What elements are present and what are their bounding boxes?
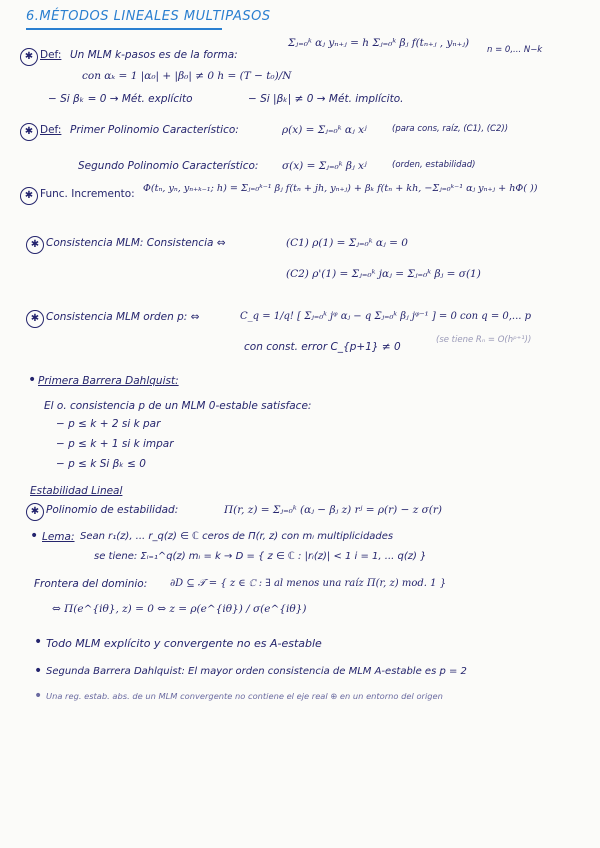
- func-formula: Φ(tₙ, yₙ, yₙ₊ₖ₋₁; h) = Σⱼ₌₀ᵏ⁻¹ βⱼ f(tₙ + jh, yₙ₊ⱼ) + βₖ f(tₙ + kh, −Σⱼ₌₀ᵏ⁻¹ αⱼ yₙ₊ⱼ + hΦ( )): [143, 183, 538, 194]
- star-circle-icon: ✱: [26, 310, 44, 328]
- frontera-formula: ∂D ⊆ 𝒯 = { z ∈ ℂ : ∃ al menos una raíz Π(r, z) mod. 1 }: [170, 578, 447, 589]
- title-underline: [26, 28, 222, 30]
- last-note: Una reg. estab. abs. de un MLM convergente no contiene el eje real ⊕ en un entorno del origen: [46, 691, 443, 701]
- frontera-text: Frontera del dominio:: [34, 578, 148, 590]
- poly1-text: Primer Polinomio Característico:: [70, 124, 239, 136]
- explicit-line: − Si βₖ = 0 → Mét. explícito: [48, 93, 193, 105]
- bullet-dot-icon: •: [30, 528, 39, 544]
- implicit-line: − Si |βₖ| ≠ 0 → Mét. implícito.: [248, 93, 404, 105]
- star-circle-icon: ✱: [20, 48, 38, 66]
- cons-c2: (C2) ρ'(1) = Σⱼ₌₀ᵏ jαⱼ = Σⱼ₌₀ᵏ βⱼ = σ(1): [286, 268, 481, 280]
- estab-formula: Π(r, z) = Σⱼ₌₀ᵏ (αⱼ − βⱼ z) rʲ = ρ(r) − z σ(r): [224, 504, 442, 516]
- frontera-formula2: ⇔ Π(e^{iθ}, z) = 0 ⇔ z = ρ(e^{iθ}) / σ(e^{iθ}): [52, 603, 307, 615]
- def1-text: Un MLM k-pasos es de la forma:: [70, 49, 238, 61]
- cons-c1: (C1) ρ(1) = Σⱼ₌₀ᵏ αⱼ = 0: [286, 237, 408, 249]
- poly2-formula: σ(x) = Σⱼ₌₀ᵏ βⱼ xʲ: [282, 160, 367, 172]
- poly1-label: Def:: [40, 124, 62, 136]
- bullet-dot-icon: •: [34, 663, 43, 679]
- order-note: (se tiene Rₙ = O(hᵖ⁺¹)): [436, 335, 532, 345]
- star-circle-icon: ✱: [26, 503, 44, 521]
- poly2-note: (orden, estabilidad): [392, 160, 476, 170]
- explicit-claim: Todo MLM explícito y convergente no es A-estable: [46, 637, 322, 650]
- bullet-dot-icon: •: [34, 688, 43, 704]
- estab-title: Estabilidad Lineal: [30, 485, 123, 497]
- star-circle-icon: ✱: [26, 236, 44, 254]
- dahl2-text: Segunda Barrera Dahlquist: El mayor orden consistencia de MLM A-estable es p = 2: [46, 666, 467, 677]
- poly1-formula: ρ(x) = Σⱼ₌₀ᵏ αⱼ xʲ: [282, 124, 367, 136]
- poly2-text: Segundo Polinomio Característico:: [78, 160, 259, 172]
- bullet-dot-icon: •: [34, 634, 43, 650]
- dahl1-c: − p ≤ k Si βₖ ≤ 0: [56, 458, 146, 470]
- dahl1-text: El o. consistencia p de un MLM 0-estable satisface:: [44, 400, 312, 412]
- func-text: Func. Incremento:: [40, 188, 135, 200]
- lema-label: Lema:: [42, 531, 75, 543]
- lema-text: Sean r₁(z), ... r_q(z) ∈ ℂ ceros de Π(r, z) con mᵢ multiplicidades: [80, 531, 394, 542]
- order-const: con const. error C_{p+1} ≠ 0: [244, 341, 401, 353]
- lema-text2: se tiene: Σᵢ₌₁^q(z) mᵢ = k → D = { z ∈ ℂ : |rᵢ(z)| < 1 i = 1, ... q(z) }: [94, 551, 427, 562]
- dahl1-a: − p ≤ k + 2 si k par: [56, 418, 161, 430]
- page-title: 6.MÉTODOS LINEALES MULTIPASOS: [26, 9, 271, 24]
- def1-formula: Σⱼ₌₀ᵏ αⱼ yₙ₊ⱼ = h Σⱼ₌₀ᵏ βⱼ f(tₙ₊ⱼ , yₙ₊ⱼ): [288, 37, 470, 49]
- star-circle-icon: ✱: [20, 187, 38, 205]
- bullet-dot-icon: •: [28, 372, 37, 388]
- def1-range: n = 0,... N−k: [487, 45, 543, 55]
- order-text: Consistencia MLM orden p: ⇔: [46, 311, 200, 323]
- dahl1-b: − p ≤ k + 1 si k impar: [56, 438, 174, 450]
- estab-poly: Polinomio de estabilidad:: [46, 504, 179, 516]
- cons-text: Consistencia MLM: Consistencia ⇔: [46, 237, 226, 249]
- dahl1-title: Primera Barrera Dahlquist:: [38, 375, 179, 387]
- con-line: con αₖ = 1 |α₀| + |β₀| ≠ 0 h = (T − t₀)/N: [82, 70, 292, 82]
- poly1-note: (para cons, raíz, (C1), (C2)): [392, 124, 509, 134]
- def-label: Def:: [40, 49, 62, 61]
- star-circle-icon: ✱: [20, 123, 38, 141]
- order-formula: C_q = 1/q! [ Σⱼ₌₀ᵏ jᵠ αⱼ − q Σⱼ₌₀ᵏ βⱼ jᵠ⁻¹ ] = 0 con q = 0,... p: [240, 311, 532, 322]
